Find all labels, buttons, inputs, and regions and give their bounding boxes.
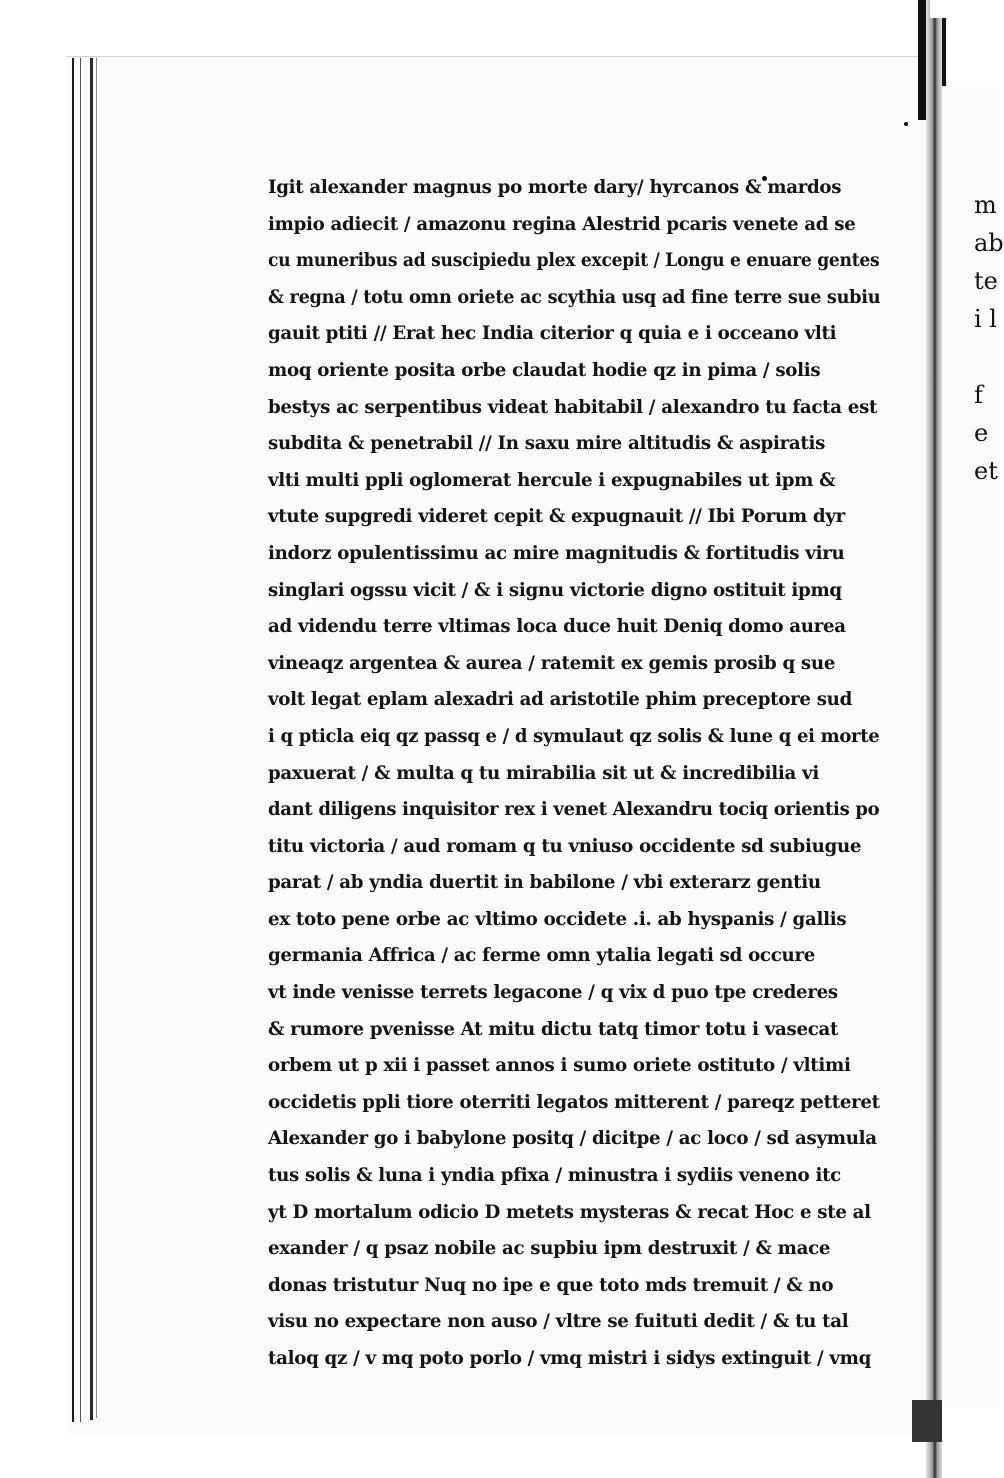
facing-page-fragment: e [974,419,989,447]
facing-page-fragment: f [974,381,983,409]
facing-page-fragment: m [974,191,997,219]
facing-page-fragment [942,566,1000,604]
manuscript-line: tus solis & luna i yndia pfixa / minustra i sydiis veneno itc [268,1165,841,1187]
book-spine [926,0,942,1478]
manuscript-line: volt legat eplam alexadri ad aristotile phim preceptore sud [268,689,853,711]
manuscript-line: Alexander go i babylone positq / dicitpe / ac loco / sd asymula [268,1128,877,1150]
manuscript-line: vineaqz argentea & aurea / ratemit ex gemis prosib q sue [268,652,836,674]
manuscript-line: exander / q psaz nobile ac supbiu ipm destruxit / & mace [268,1238,831,1260]
manuscript-line: subdita & penetrabil // In saxu mire altitudis & aspiratis [268,433,826,455]
manuscript-line: yt D mortalum odicio D metets mysteras & recat Hoc e ste al [268,1201,871,1223]
manuscript-line: singlari ogssu vicit / & i signu victorie digno ostituit ipmq [268,579,842,601]
manuscript-line: i q pticla eiq qz passq e / d symulaut qz solis & lune q ei morte [268,725,880,747]
manuscript-line: vt inde venisse terrets legacone / q vix d puo tpe crederes [268,982,838,1004]
facing-page-fragment: ab [974,229,1004,257]
manuscript-line: cu muneribus ad suscipiedu plex excepit / Longu e enuare gentes [268,250,880,272]
facing-page-fragment: et [974,457,998,485]
page-edge-stack [96,58,97,1418]
facing-page-fragment: te [974,267,998,295]
facing-page-fragment [942,604,1000,642]
page-tab [912,1400,942,1442]
manuscript-line: gauit ptiti // Erat hec India citerior q quia e i occeano vlti [268,323,837,345]
scan-corner [930,0,1000,18]
facing-page [942,86,1004,1406]
manuscript-line: parat / ab yndia duertit in babilone / vbi exterarz gentiu [268,872,821,894]
manuscript-line: bestys ac serpentibus videat habitabil / alexandro tu facta est [268,396,878,418]
manuscript-line: vlti multi ppli oglomerat hercule i expugnabiles ut ipm & [268,469,836,491]
manuscript-line: & rumore pvenisse At mitu dictu tatq timor totu i vasecat [268,1018,839,1040]
manuscript-line: paxuerat / & multa q tu mirabilia sit ut & incredibilia vi [268,762,819,784]
manuscript-line: orbem ut p xii i passet annos i sumo oriete ostituto / vltimi [268,1055,851,1077]
facing-page-fragment [942,490,1000,528]
manuscript-line: dant diligens inquisitor rex i venet Alexandru tociq orientis po [268,799,880,821]
page-edge-stack [90,58,93,1420]
manuscript-line: moq oriente posita orbe claudat hodie qz in pima / solis [268,359,821,381]
manuscript-line: visu no expectare non auso / vltre se fuituti dedit / & tu tal [268,1311,849,1333]
facing-page-fragment [942,680,1000,718]
manuscript-line: Igit alexander magnus po morte dary/ hyrcanos & mardos [268,177,842,198]
facing-page-fragment [942,338,1000,376]
manuscript-line: ex toto pene orbe ac vltimo occidete .i. ab hyspanis / gallis [268,908,847,930]
manuscript-line: vtute supgredi videret cepit & expugnauit // Ibi Porum dyr [268,506,845,528]
manuscript-line: titu victoria / aud romam q tu vniuso occidente sd subiugue [268,835,862,857]
manuscript-text-block [268,170,890,1378]
manuscript-line: occidetis ppli tiore oterriti legatos mitterent / pareqz petteret [268,1091,880,1113]
scan-margin-left [0,0,62,1478]
manuscript-line: ad videndu terre vltimas loca duce huit Deniq domo aurea [268,616,846,638]
facing-page-fragment [942,642,1000,680]
facing-page-fragment [942,528,1000,566]
facing-page-fragment: i l [974,305,997,333]
page-edge-stack [80,58,81,1422]
page-edge-stack [72,58,74,1422]
manuscript-line: donas tristutur Nuq no ipe e que toto mds tremuit / & no [268,1274,834,1296]
manuscript-line: & regna / totu omn oriete ac scythia usq ad fine terre sue subiu [268,286,881,308]
ink-dot [904,122,908,126]
manuscript-line: taloq qz / v mq poto porlo / vmq mistri i sidys extinguit / vmq [268,1348,872,1369]
facing-page-fragment [942,756,1000,794]
manuscript-line: indorz opulentissimu ac mire magnitudis & fortitudis viru [268,542,845,564]
facing-page-fragment [942,718,1000,756]
facing-page-fragment [942,794,1000,832]
manuscript-line: impio adiecit / amazonu regina Alestrid pcaris venete ad se [268,213,856,235]
manuscript-line: germania Affrica / ac ferme omn ytalia legati sd occure [268,945,816,967]
